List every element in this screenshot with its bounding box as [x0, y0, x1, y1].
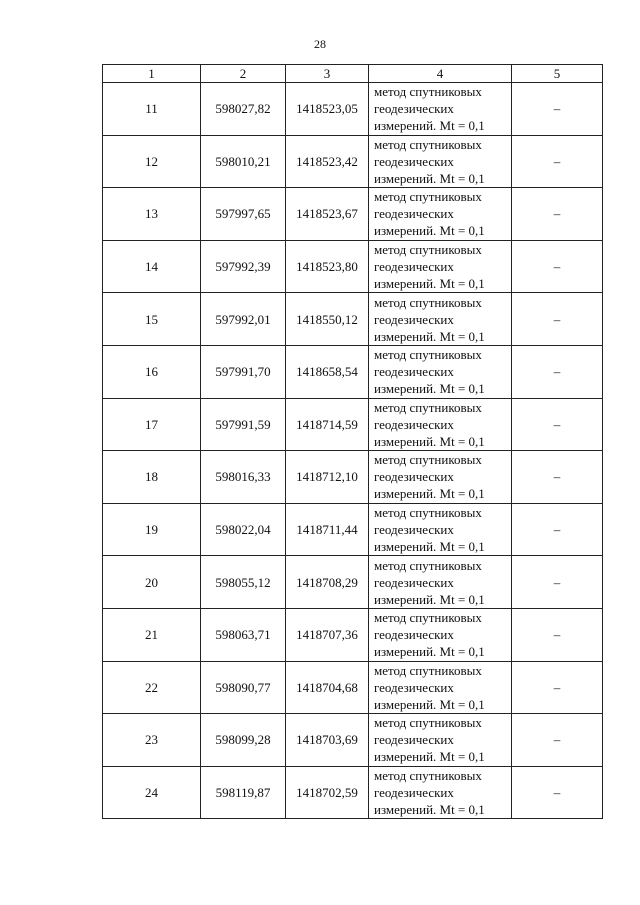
point-number-cell: 19 — [103, 503, 201, 556]
method-line: геодезических — [374, 206, 454, 222]
y-coordinate-cell: 1418658,54 — [286, 345, 369, 398]
point-number-cell: 11 — [103, 83, 201, 136]
y-coordinate-cell: 1418550,12 — [286, 293, 369, 346]
table-body — [103, 83, 603, 819]
x-coordinate-cell: 598099,28 — [201, 714, 286, 767]
method-cell — [369, 83, 512, 136]
y-coordinate-cell: 1418714,59 — [286, 398, 369, 451]
method-line: метод спутниковых — [374, 399, 482, 415]
point-number-cell: 12 — [103, 135, 201, 188]
method-cell — [369, 293, 512, 346]
point-number-cell: 24 — [103, 766, 201, 819]
method-cell — [369, 766, 512, 819]
table-row — [103, 135, 603, 188]
y-coordinate-cell: 1418523,80 — [286, 240, 369, 293]
method-cell — [369, 714, 512, 767]
method-line: геодезических — [374, 679, 454, 695]
method-line: геодезических — [374, 311, 454, 327]
y-coordinate-cell: 1418707,36 — [286, 608, 369, 661]
y-coordinate-cell: 1418704,68 — [286, 661, 369, 714]
method-line: измерений. Mt = 0,1 — [374, 539, 485, 555]
point-number-cell: 13 — [103, 188, 201, 241]
method-cell — [369, 608, 512, 661]
method-line: метод спутниковых — [374, 136, 482, 152]
note-cell: – — [512, 451, 603, 504]
method-line: геодезических — [374, 469, 454, 485]
x-coordinate-cell: 598055,12 — [201, 556, 286, 609]
note-cell: – — [512, 83, 603, 136]
table-row — [103, 345, 603, 398]
method-line: метод спутниковых — [374, 452, 482, 468]
method-cell — [369, 135, 512, 188]
table-row — [103, 451, 603, 504]
method-line: геодезических — [374, 522, 454, 538]
point-number-cell: 18 — [103, 451, 201, 504]
page-number: 28 — [314, 37, 326, 51]
x-coordinate-cell: 597991,70 — [201, 345, 286, 398]
table-header-row — [103, 65, 603, 83]
note-cell: – — [512, 556, 603, 609]
point-number-cell: 23 — [103, 714, 201, 767]
method-line: метод спутниковых — [374, 347, 482, 363]
method-cell — [369, 345, 512, 398]
table-row — [103, 608, 603, 661]
x-coordinate-cell: 597997,65 — [201, 188, 286, 241]
method-cell — [369, 451, 512, 504]
method-line: метод спутниковых — [374, 189, 482, 205]
column-header-4: 4 — [369, 65, 512, 83]
y-coordinate-cell: 1418708,29 — [286, 556, 369, 609]
method-line: геодезических — [374, 785, 454, 801]
method-line: геодезических — [374, 153, 454, 169]
x-coordinate-cell: 597992,01 — [201, 293, 286, 346]
note-cell: – — [512, 188, 603, 241]
table-row — [103, 83, 603, 136]
note-cell: – — [512, 766, 603, 819]
method-line: метод спутниковых — [374, 662, 482, 678]
point-number-cell: 14 — [103, 240, 201, 293]
method-line: измерений. Mt = 0,1 — [374, 118, 485, 134]
method-line: измерений. Mt = 0,1 — [374, 802, 485, 818]
point-number-cell: 15 — [103, 293, 201, 346]
point-number-cell: 20 — [103, 556, 201, 609]
note-cell: – — [512, 135, 603, 188]
method-cell — [369, 503, 512, 556]
method-line: метод спутниковых — [374, 84, 482, 100]
method-line: метод спутниковых — [374, 557, 482, 573]
method-line: измерений. Mt = 0,1 — [374, 486, 485, 502]
method-line: геодезических — [374, 259, 454, 275]
table-row — [103, 240, 603, 293]
note-cell: – — [512, 240, 603, 293]
method-line: измерений. Mt = 0,1 — [374, 696, 485, 712]
method-line: метод спутниковых — [374, 715, 482, 731]
method-line: измерений. Mt = 0,1 — [374, 276, 485, 292]
note-cell: – — [512, 714, 603, 767]
method-line: измерений. Mt = 0,1 — [374, 223, 485, 239]
x-coordinate-cell: 598090,77 — [201, 661, 286, 714]
method-cell — [369, 661, 512, 714]
point-number-cell: 21 — [103, 608, 201, 661]
x-coordinate-cell: 598022,04 — [201, 503, 286, 556]
note-cell: – — [512, 661, 603, 714]
table-row — [103, 556, 603, 609]
column-header-1: 1 — [103, 65, 201, 83]
coordinates-table — [102, 64, 603, 819]
method-line: метод спутниковых — [374, 505, 482, 521]
method-line: метод спутниковых — [374, 242, 482, 258]
method-line: метод спутниковых — [374, 768, 482, 784]
method-line: измерений. Mt = 0,1 — [374, 328, 485, 344]
note-cell: – — [512, 608, 603, 661]
method-line: измерений. Mt = 0,1 — [374, 591, 485, 607]
x-coordinate-cell: 598016,33 — [201, 451, 286, 504]
method-line: геодезических — [374, 732, 454, 748]
note-cell: – — [512, 398, 603, 451]
point-number-cell: 16 — [103, 345, 201, 398]
method-line: геодезических — [374, 364, 454, 380]
y-coordinate-cell: 1418712,10 — [286, 451, 369, 504]
table-row — [103, 714, 603, 767]
table-row — [103, 503, 603, 556]
method-line: геодезических — [374, 574, 454, 590]
method-cell — [369, 398, 512, 451]
method-line: геодезических — [374, 416, 454, 432]
y-coordinate-cell: 1418523,42 — [286, 135, 369, 188]
column-header-2: 2 — [201, 65, 286, 83]
method-line: измерений. Mt = 0,1 — [374, 381, 485, 397]
note-cell: – — [512, 293, 603, 346]
x-coordinate-cell: 597992,39 — [201, 240, 286, 293]
method-line: геодезических — [374, 101, 454, 117]
y-coordinate-cell: 1418523,05 — [286, 83, 369, 136]
method-line: измерений. Mt = 0,1 — [374, 433, 485, 449]
table-row — [103, 293, 603, 346]
column-header-3: 3 — [286, 65, 369, 83]
x-coordinate-cell: 598027,82 — [201, 83, 286, 136]
column-header-5: 5 — [512, 65, 603, 83]
method-cell — [369, 240, 512, 293]
point-number-cell: 22 — [103, 661, 201, 714]
table-row — [103, 661, 603, 714]
x-coordinate-cell: 597991,59 — [201, 398, 286, 451]
point-number-cell: 17 — [103, 398, 201, 451]
method-cell — [369, 188, 512, 241]
note-cell: – — [512, 503, 603, 556]
method-line: измерений. Mt = 0,1 — [374, 749, 485, 765]
table-row — [103, 766, 603, 819]
x-coordinate-cell: 598010,21 — [201, 135, 286, 188]
y-coordinate-cell: 1418523,67 — [286, 188, 369, 241]
y-coordinate-cell: 1418703,69 — [286, 714, 369, 767]
y-coordinate-cell: 1418702,59 — [286, 766, 369, 819]
method-line: измерений. Mt = 0,1 — [374, 170, 485, 186]
x-coordinate-cell: 598063,71 — [201, 608, 286, 661]
method-line: метод спутниковых — [374, 610, 482, 626]
x-coordinate-cell: 598119,87 — [201, 766, 286, 819]
method-cell — [369, 556, 512, 609]
method-line: метод спутниковых — [374, 294, 482, 310]
note-cell: – — [512, 345, 603, 398]
table-row — [103, 398, 603, 451]
table-row — [103, 188, 603, 241]
method-line: геодезических — [374, 627, 454, 643]
y-coordinate-cell: 1418711,44 — [286, 503, 369, 556]
method-line: измерений. Mt = 0,1 — [374, 644, 485, 660]
